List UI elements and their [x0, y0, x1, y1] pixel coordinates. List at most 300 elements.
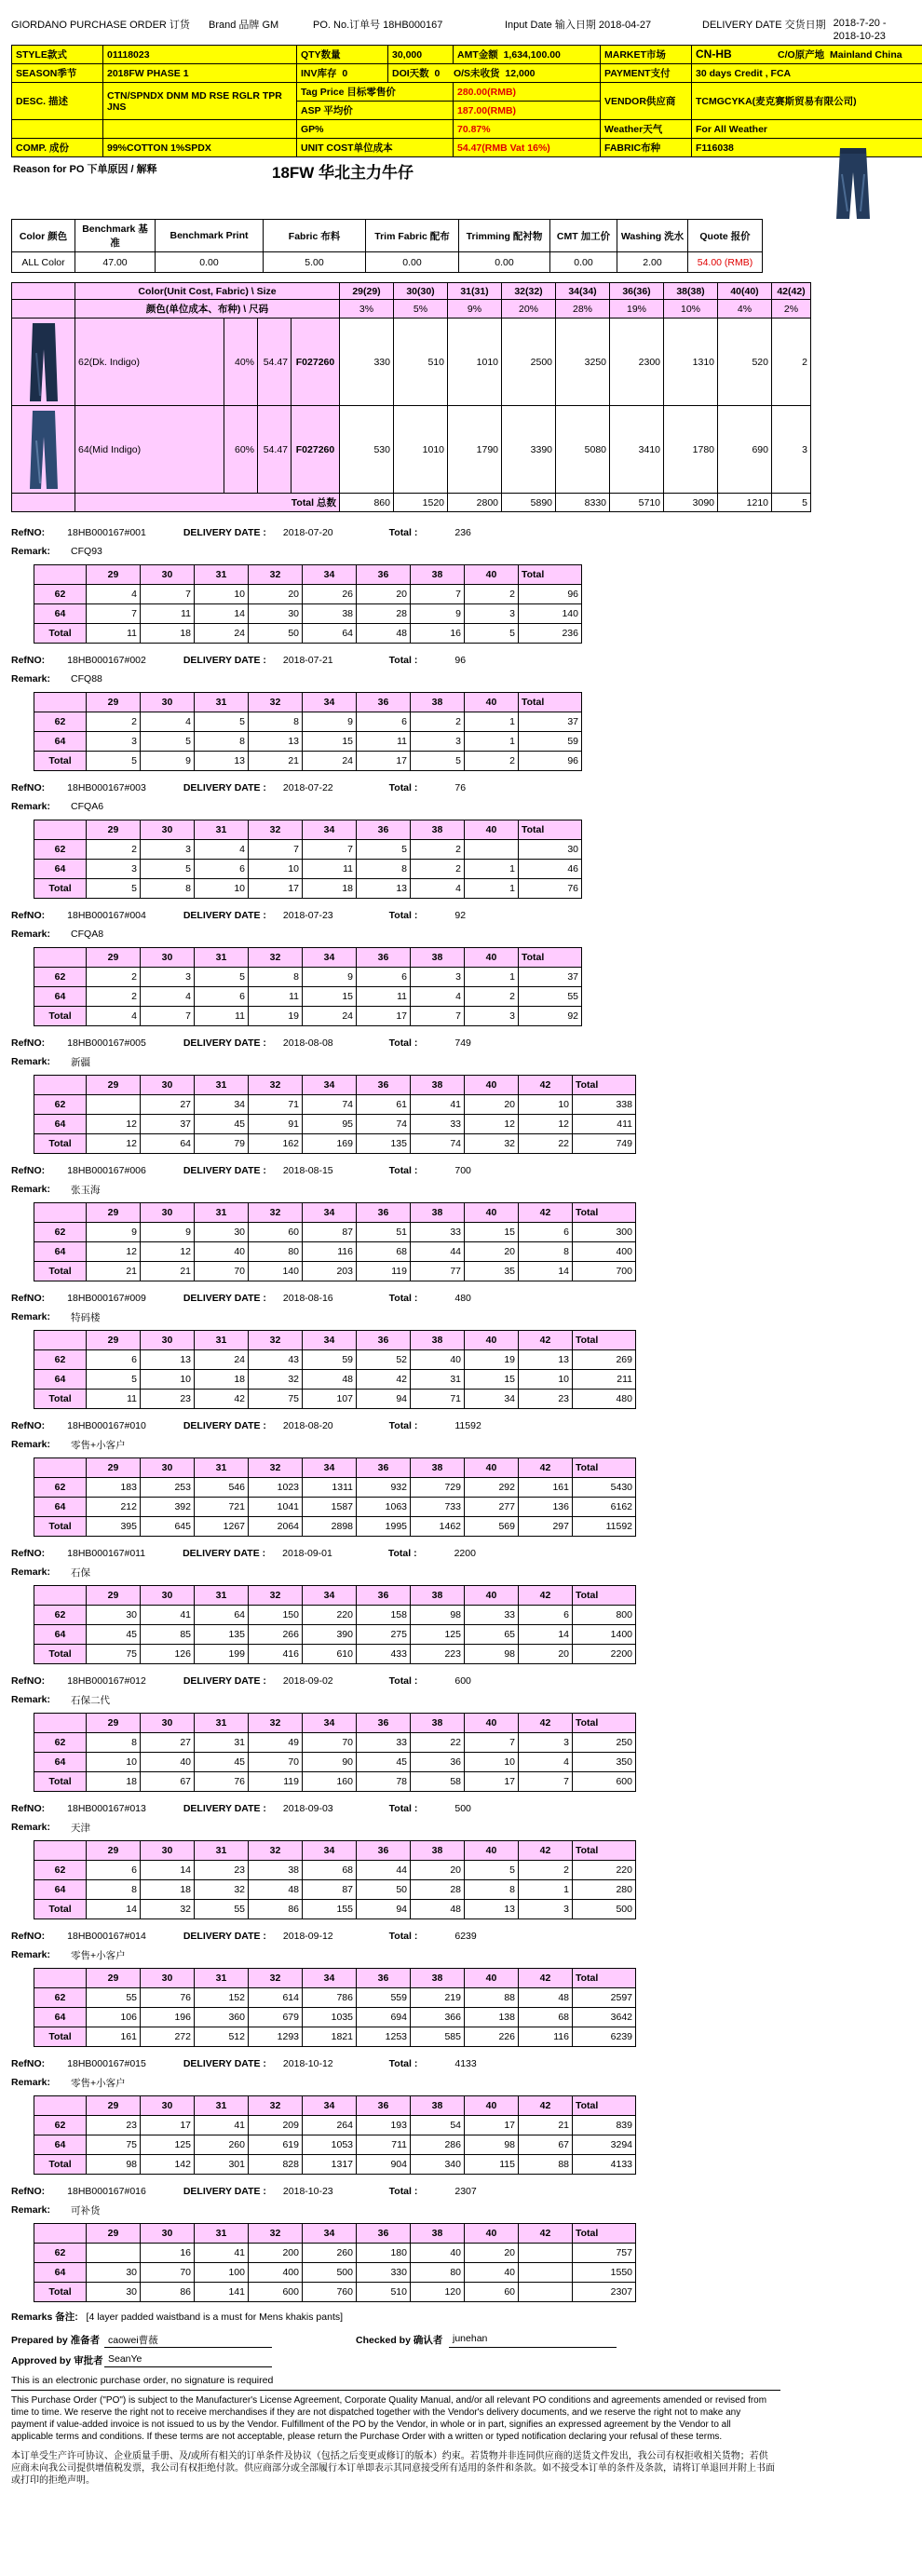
batch-info-row [11, 906, 922, 925]
matrix-qty: 510 [394, 319, 448, 406]
batch-size-header: 40 [465, 1714, 519, 1733]
batch-qty-cell: 733 [411, 1498, 465, 1517]
batch-qty-cell: 1587 [303, 1498, 357, 1517]
batch-size-header: 31 [195, 1969, 249, 1988]
batch-qty-cell: 9 [141, 1223, 195, 1242]
batch-qty-cell: 3 [87, 732, 141, 752]
doi-value: 0 [434, 68, 441, 79]
batch-size-header: 36 [357, 1586, 411, 1606]
batch-color-row [34, 1095, 636, 1115]
batch-total-value: 700 [454, 1165, 471, 1176]
batch-qty-cell: 64 [141, 1134, 195, 1154]
batch-size-header: 29 [87, 948, 141, 968]
batch-total-label: Total : [388, 527, 418, 538]
remark-value: 零售+小客户 [71, 2077, 126, 2089]
batch-header-row [34, 1076, 636, 1095]
batch-qty-cell: 75 [249, 1390, 303, 1409]
batch-size-header: 30 [141, 1586, 195, 1606]
batch-total-label: Total : [388, 1165, 418, 1176]
batch-total-label: Total : [388, 1037, 418, 1049]
batch-qty-cell: 2 [87, 840, 141, 860]
batch-size-table [34, 1840, 636, 1919]
batch-size-table [34, 1713, 636, 1792]
market-label: MARKET市场 [601, 46, 692, 64]
refno-label: RefNO: [11, 1675, 46, 1687]
batch-qty-cell: 32 [141, 1900, 195, 1919]
batch-row-label: 62 [34, 1478, 87, 1498]
delivery-batch [11, 1544, 922, 1664]
batch-total-row [34, 2155, 636, 2175]
batch-qty-cell: 8 [465, 1880, 519, 1900]
matrix-fabric: F027260 [292, 406, 340, 494]
batch-size-header: 36 [357, 2224, 411, 2244]
refno-value: 18HB000167#003 [67, 782, 146, 793]
batch-qty-cell: 17 [465, 2116, 519, 2135]
batch-qty-cell: 2200 [573, 1645, 636, 1664]
mid-indigo-jeans-image [28, 409, 60, 491]
batch-qty-cell: 264 [303, 2116, 357, 2135]
batch-size-header: 29 [87, 693, 141, 712]
batch-size-header: 30 [141, 2096, 195, 2116]
batch-size-header: 30 [141, 1841, 195, 1861]
batch-qty-cell: 18 [141, 624, 195, 644]
prepared-checked-row [11, 2333, 922, 2348]
batch-qty-cell: 199 [195, 1645, 249, 1664]
batch-size-header: 38 [411, 820, 465, 840]
batch-qty-cell: 13 [141, 1350, 195, 1370]
batch-qty-cell: 140 [519, 604, 582, 624]
batch-qty-cell: 33 [357, 1733, 411, 1753]
matrix-color-pct: 60% [224, 406, 258, 494]
batch-qty-cell: 44 [357, 1861, 411, 1880]
refno-value: 18HB000167#016 [67, 2186, 146, 2197]
batch-total-label: Total : [388, 655, 418, 666]
batch-qty-cell: 40 [195, 1242, 249, 1262]
batch-qty-cell: 59 [519, 732, 582, 752]
batch-qty-cell: 70 [195, 1262, 249, 1281]
batch-qty-cell: 196 [141, 2008, 195, 2027]
batch-qty-cell: 3 [141, 968, 195, 987]
batch-qty-cell: 88 [519, 2155, 573, 2175]
delivery-date-label: DELIVERY DATE : [183, 655, 266, 666]
batch-qty-cell: 141 [195, 2283, 249, 2302]
batch-qty-cell: 24 [195, 1350, 249, 1370]
batch-qty-cell: 3642 [573, 2008, 636, 2027]
size-header: 34(34) [556, 283, 610, 300]
batch-qty-cell: 91 [249, 1115, 303, 1134]
batch-qty-cell: 15 [465, 1223, 519, 1242]
remark-label: Remark: [11, 1184, 51, 1195]
remark-value: 天津 [71, 1822, 91, 1834]
batch-qty-cell: 297 [519, 1517, 573, 1537]
batch-qty-cell: 37 [519, 968, 582, 987]
cost-value-cell: 0.00 [366, 252, 459, 273]
batch-size-header: 29 [87, 1714, 141, 1733]
batch-qty-cell: 7 [519, 1772, 573, 1792]
batch-qty-cell: 2597 [573, 1988, 636, 2008]
amt-value: 1,634,100.00 [503, 49, 561, 61]
batch-size-header: 32 [249, 948, 303, 968]
batch-row-label: Total [34, 1007, 87, 1026]
batch-qty-cell: 9 [303, 712, 357, 732]
unit-cost-value: 54.47(RMB Vat 16%) [454, 139, 601, 157]
batch-qty-cell: 211 [573, 1370, 636, 1390]
batch-qty-cell: 510 [357, 2283, 411, 2302]
batch-qty-cell: 8 [195, 732, 249, 752]
batch-total-value: 11592 [454, 1420, 481, 1431]
remark-label: Remark: [11, 2204, 51, 2216]
batch-size-header: 34 [303, 1076, 357, 1095]
remark-label: Remark: [11, 546, 51, 557]
batch-qty-cell: 17 [465, 1772, 519, 1792]
remark-label: Remark: [11, 673, 51, 685]
batch-size-header: 34 [303, 820, 357, 840]
batch-color-row [34, 1115, 636, 1134]
reason-label: Reason for PO 下单原因 / 解释 [13, 164, 157, 175]
delivery-batch [11, 779, 922, 899]
size-header: 30(30) [394, 283, 448, 300]
batch-qty-cell: 30 [249, 604, 303, 624]
batch-size-header: 31 [195, 1714, 249, 1733]
batch-qty-cell: 226 [465, 2027, 519, 2047]
batch-total-header: Total [573, 2224, 636, 2244]
remark-label: Remark: [11, 1694, 51, 1705]
batch-total-row [34, 879, 582, 899]
batch-qty-cell: 277 [465, 1498, 519, 1517]
batch-size-header: 36 [357, 1841, 411, 1861]
batch-qty-cell: 92 [519, 1007, 582, 1026]
batch-qty-cell: 610 [303, 1645, 357, 1664]
batch-qty-cell: 136 [519, 1498, 573, 1517]
batch-qty-cell: 220 [573, 1861, 636, 1880]
batch-total-header: Total [519, 565, 582, 585]
remark-value: 零售+小客户 [71, 1439, 126, 1451]
batch-color-row [34, 1242, 636, 1262]
batch-delivery-date: 2018-10-12 [282, 2058, 333, 2069]
batch-qty-cell [87, 1095, 141, 1115]
batch-qty-cell: 88 [465, 1988, 519, 2008]
batch-delivery-date: 2018-08-08 [282, 1037, 333, 1049]
batch-qty-cell: 95 [303, 1115, 357, 1134]
batch-qty-cell: 125 [141, 2135, 195, 2155]
batch-header-row [34, 2224, 636, 2244]
batch-info-row [11, 1672, 922, 1690]
batch-qty-cell: 5430 [573, 1478, 636, 1498]
batch-size-table [34, 564, 582, 644]
batch-total-header: Total [519, 948, 582, 968]
batch-total-header: Total [519, 820, 582, 840]
batch-qty-cell: 152 [195, 1988, 249, 2008]
batch-qty-cell: 162 [249, 1134, 303, 1154]
batch-qty-cell: 3 [141, 840, 195, 860]
batch-qty-cell: 11 [141, 604, 195, 624]
batch-qty-cell: 30 [87, 2263, 141, 2283]
batch-qty-cell: 36 [411, 1753, 465, 1772]
batch-row-label: 64 [34, 987, 87, 1007]
batch-qty-cell: 161 [87, 2027, 141, 2047]
batch-total-header: Total [573, 1586, 636, 1606]
batch-qty-cell: 54 [411, 2116, 465, 2135]
batch-remark-row [11, 1818, 922, 1837]
batch-size-header: 29 [87, 820, 141, 840]
batch-size-table [34, 1585, 636, 1664]
size-header: 40(40) [718, 283, 772, 300]
batch-qty-cell: 23 [87, 2116, 141, 2135]
batch-qty-cell: 800 [573, 1606, 636, 1625]
origin-value: Mainland China [830, 49, 902, 61]
batch-qty-cell: 250 [573, 1733, 636, 1753]
batch-size-header: 42 [519, 2096, 573, 2116]
remarks-row [11, 2310, 922, 2324]
refno-value: 18HB000167#010 [67, 1420, 146, 1431]
batch-color-row [34, 1350, 636, 1370]
remark-value: 零售+小客户 [71, 1949, 126, 1961]
batch-size-header: 42 [519, 1331, 573, 1350]
batch-qty-cell: 7 [141, 1007, 195, 1026]
batch-qty-cell: 140 [249, 1262, 303, 1281]
checked-label: Checked by 确认者 [356, 2335, 443, 2346]
batch-total-value: 480 [454, 1293, 471, 1304]
size-pct: 2% [772, 300, 811, 319]
delivery-batches [11, 523, 922, 2302]
batch-total-label: Total : [388, 782, 418, 793]
batch-qty-cell: 10 [141, 1370, 195, 1390]
batch-size-header: 30 [141, 1714, 195, 1733]
batch-qty-cell: 512 [195, 2027, 249, 2047]
batch-qty-cell: 6 [519, 1223, 573, 1242]
batch-total-label: Total : [388, 1420, 418, 1431]
batch-qty-cell: 31 [195, 1733, 249, 1753]
batch-size-header: 34 [303, 693, 357, 712]
batch-qty-cell: 10 [519, 1370, 573, 1390]
batch-qty-cell: 11 [249, 987, 303, 1007]
batch-size-header: 42 [519, 2224, 573, 2244]
delivery-batch [11, 1927, 922, 2047]
vendor-value: TCMGCYKA(麦克赛斯贸易有限公司) [692, 83, 922, 120]
matrix-unit-cost: 54.47 [258, 319, 292, 406]
delivery-date-label: DELIVERY DATE : [183, 782, 266, 793]
batch-size-header: 30 [141, 820, 195, 840]
batch-qty-cell: 106 [87, 2008, 141, 2027]
batch-qty-cell: 75 [87, 1645, 141, 1664]
batch-total-row [34, 1007, 582, 1026]
batch-qty-cell: 41 [411, 1095, 465, 1115]
batch-size-header: 29 [87, 565, 141, 585]
batch-qty-cell: 11 [195, 1007, 249, 1026]
dark-indigo-jeans-image [28, 321, 60, 403]
delivery-batch [11, 1289, 922, 1409]
refno-label: RefNO: [11, 1293, 46, 1304]
batch-qty-cell: 546 [195, 1478, 249, 1498]
batch-qty-cell: 27 [141, 1733, 195, 1753]
batch-qty-cell: 1 [465, 968, 519, 987]
batch-header-row [34, 1714, 636, 1733]
size-pct: 10% [664, 300, 718, 319]
batch-qty-cell: 11 [87, 1390, 141, 1409]
cost-header-cell: Benchmark Print [156, 220, 264, 252]
batch-qty-cell: 7 [141, 585, 195, 604]
batch-info-row [11, 1289, 922, 1308]
batch-qty-cell: 209 [249, 2116, 303, 2135]
batch-qty-cell: 169 [303, 1134, 357, 1154]
batch-qty-cell: 4 [519, 1753, 573, 1772]
inv-label: INV库存 [301, 68, 337, 79]
size-header: 42(42) [772, 283, 811, 300]
batch-qty-cell: 272 [141, 2027, 195, 2047]
refno-value: 18HB000167#012 [67, 1675, 146, 1687]
batch-row-label: 62 [34, 2244, 87, 2263]
batch-total-label: Total : [388, 910, 418, 921]
batch-row-label: 64 [34, 1498, 87, 1517]
batch-qty-cell: 28 [357, 604, 411, 624]
batch-size-header: 32 [249, 693, 303, 712]
batch-size-table [34, 2223, 636, 2302]
batch-qty-cell: 10 [249, 860, 303, 879]
batch-info-row [11, 1034, 922, 1052]
payment-label: PAYMENT支付 [601, 64, 692, 83]
batch-row-label: 62 [34, 712, 87, 732]
matrix-qty: 2 [772, 319, 811, 406]
delivery-batch [11, 2182, 922, 2302]
batch-row-label: 64 [34, 1880, 87, 1900]
batch-color-row [34, 585, 582, 604]
batch-qty-cell: 116 [519, 2027, 573, 2047]
delivery-batch [11, 1034, 922, 1154]
batch-qty-cell: 138 [465, 2008, 519, 2027]
batch-qty-cell: 46 [519, 860, 582, 879]
batch-total-header: Total [573, 1458, 636, 1478]
batch-qty-cell: 7 [411, 585, 465, 604]
batch-qty-cell: 20 [465, 1095, 519, 1115]
batch-row-label: Total [34, 2155, 87, 2175]
batch-qty-cell: 5 [411, 752, 465, 771]
asp-label: ASP 平均价 [297, 102, 454, 120]
refno-label: RefNO: [11, 1165, 46, 1176]
batch-qty-cell: 12 [141, 1242, 195, 1262]
batch-qty-cell: 390 [303, 1625, 357, 1645]
batch-qty-cell: 1 [465, 879, 519, 899]
delivery-batch [11, 651, 922, 771]
batch-qty-cell: 77 [411, 1262, 465, 1281]
batch-qty-cell: 8 [87, 1733, 141, 1753]
batch-total-row [34, 624, 582, 644]
batch-qty-cell: 18 [303, 879, 357, 899]
batch-qty-cell: 360 [195, 2008, 249, 2027]
batch-qty-cell: 37 [141, 1115, 195, 1134]
batch-qty-cell: 60 [465, 2283, 519, 2302]
size-header: 32(32) [502, 283, 556, 300]
batch-qty-cell: 96 [519, 585, 582, 604]
refno-label: RefNO: [11, 527, 46, 538]
batch-qty-cell: 9 [87, 1223, 141, 1242]
batch-qty-cell: 8 [519, 1242, 573, 1262]
batch-qty-cell: 40 [465, 2263, 519, 2283]
batch-remark-row [11, 1690, 922, 1709]
matrix-total: 5890 [502, 494, 556, 512]
batch-delivery-date: 2018-09-03 [282, 1803, 333, 1814]
batch-qty-cell [87, 2244, 141, 2263]
batch-qty-cell: 48 [411, 1900, 465, 1919]
batch-row-label: 62 [34, 1223, 87, 1242]
batch-qty-cell: 13 [249, 732, 303, 752]
batch-qty-cell: 98 [87, 2155, 141, 2175]
batch-qty-cell: 28 [411, 1880, 465, 1900]
batch-qty-cell: 75 [87, 2135, 141, 2155]
batch-total-header: Total [573, 1076, 636, 1095]
batch-qty-cell: 135 [195, 1625, 249, 1645]
batch-total-label: Total : [388, 2186, 418, 2197]
batch-qty-cell: 42 [357, 1370, 411, 1390]
batch-size-table [34, 2095, 636, 2175]
batch-qty-cell: 212 [87, 1498, 141, 1517]
batch-size-header: 36 [357, 1458, 411, 1478]
delivery-date-range [702, 17, 887, 43]
size-header: 36(36) [610, 283, 664, 300]
batch-total-value: 92 [454, 910, 467, 921]
batch-header-row [34, 1586, 636, 1606]
batch-size-header: 32 [249, 1714, 303, 1733]
cost-header-cell: Color 颜色 [12, 220, 75, 252]
batch-size-header: 30 [141, 1458, 195, 1478]
batch-qty-cell: 10 [195, 585, 249, 604]
batch-qty-cell: 41 [195, 2244, 249, 2263]
cost-header-cell: Quote 报价 [688, 220, 763, 252]
batch-qty-cell: 98 [465, 2135, 519, 2155]
batch-qty-cell: 68 [357, 1242, 411, 1262]
batch-color-row [34, 860, 582, 879]
batch-size-header: 34 [303, 1203, 357, 1223]
batch-row-label: Total [34, 879, 87, 899]
batch-qty-cell: 6 [357, 712, 411, 732]
inv-value: 0 [342, 68, 348, 79]
market-value: CN-HB [696, 47, 732, 61]
batch-qty-cell: 24 [303, 752, 357, 771]
prepared-label: Prepared by 准备者 [11, 2335, 101, 2346]
batch-row-label: 64 [34, 1242, 87, 1262]
batch-total-label: Total : [388, 1803, 418, 1814]
batch-qty-cell: 203 [303, 1262, 357, 1281]
batch-size-header: 29 [87, 2224, 141, 2244]
batch-qty-cell: 16 [411, 624, 465, 644]
batch-info-row [11, 2054, 922, 2073]
batch-qty-cell: 14 [519, 1262, 573, 1281]
batch-info-row [11, 779, 922, 797]
batch-size-header: 30 [141, 948, 195, 968]
batch-color-row [34, 732, 582, 752]
batch-qty-cell: 600 [573, 1772, 636, 1792]
batch-qty-cell: 6 [195, 987, 249, 1007]
batch-qty-cell: 71 [411, 1390, 465, 1409]
batch-total-label: Total : [388, 1931, 418, 1942]
batch-size-header: 29 [87, 1969, 141, 1988]
approved-row [11, 2353, 922, 2367]
remark-value: CFQA6 [71, 801, 104, 812]
refno-label: RefNO: [11, 910, 46, 921]
batch-total-row [34, 1262, 636, 1281]
batch-qty-cell: 12 [87, 1242, 141, 1262]
batch-size-header: 31 [195, 2096, 249, 2116]
batch-total-value: 96 [454, 655, 467, 666]
batch-size-header: 32 [249, 565, 303, 585]
batch-delivery-date: 2018-07-21 [282, 655, 333, 666]
batch-size-header: 38 [411, 2096, 465, 2116]
checked-value: junehan [449, 2333, 617, 2348]
batch-qty-cell: 98 [465, 1645, 519, 1664]
batch-size-header: 32 [249, 2224, 303, 2244]
batch-qty-cell: 1311 [303, 1478, 357, 1498]
batch-qty-cell: 6 [357, 968, 411, 987]
batch-total-value: 76 [454, 782, 467, 793]
